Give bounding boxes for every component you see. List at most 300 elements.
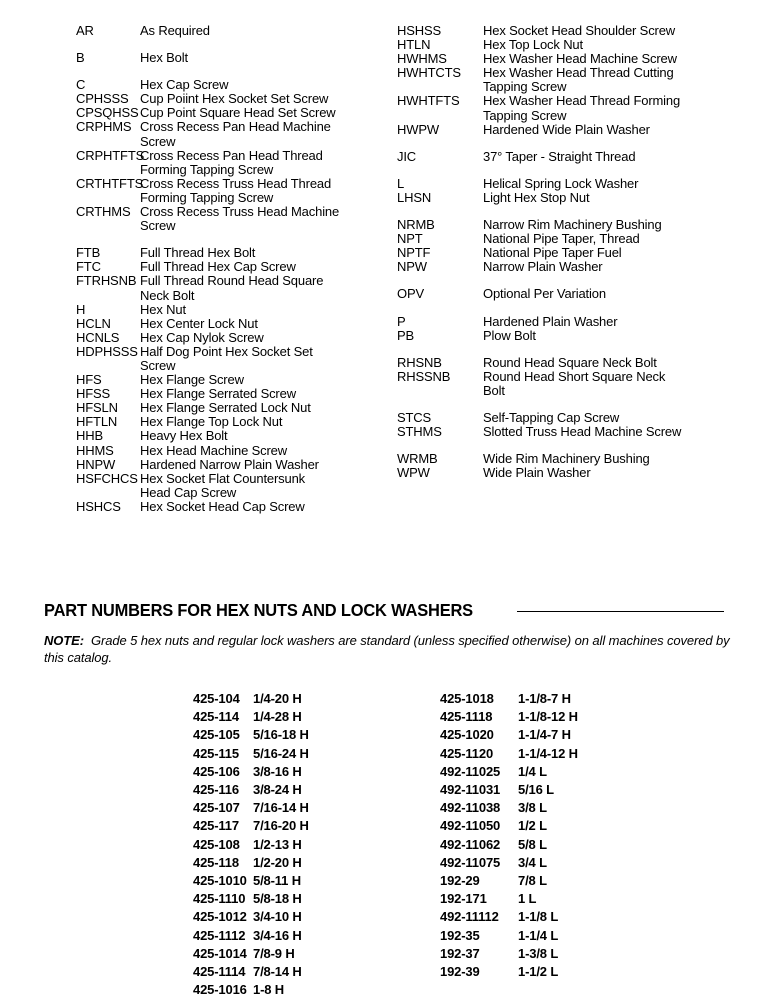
glossary-description: [140, 106, 386, 120]
glossary-description-line: Cup Point Square Head Set Screw: [140, 105, 336, 121]
glossary-description-line: Wide Plain Washer: [483, 465, 591, 481]
table-row: [193, 781, 309, 799]
glossary-abbreviation: STHMS: [397, 424, 442, 440]
glossary-description-line: Hex Top Lock Nut: [483, 37, 583, 53]
table-row: [193, 708, 309, 726]
glossary-description-line: Hex Center Lock Nut: [140, 315, 258, 331]
part-size-cell: 5/16-18 H: [253, 727, 309, 743]
glossary-abbreviation: CRTHMS: [76, 204, 131, 220]
part-number-cell: 425-116: [193, 782, 239, 798]
glossary-right-column: [397, 24, 752, 480]
glossary-description-line: Plow Bolt: [483, 327, 536, 343]
glossary-description-line: Half Dog Point Hex Socket Set: [140, 343, 313, 359]
glossary-description: [140, 331, 386, 345]
part-number-cell: 492-11050: [440, 818, 501, 834]
glossary-description: [140, 24, 386, 38]
glossary-description-line: Self-Tapping Cap Screw: [483, 409, 620, 425]
table-row: [193, 836, 309, 854]
section-heading-title: PART NUMBERS FOR HEX NUTS AND LOCK WASHERS: [44, 600, 473, 620]
glossary-abbreviation: CPHSSS: [76, 91, 129, 107]
table-row: [193, 817, 309, 835]
glossary-description: [483, 287, 752, 301]
glossary-description-line: Hardened Narrow Plain Washer: [140, 456, 319, 472]
glossary-description-line: Cross Recess Pan Head Thread: [140, 147, 323, 163]
glossary-entry: [76, 106, 386, 120]
table-row: [193, 945, 309, 963]
part-number-cell: 425-1114: [193, 964, 246, 980]
table-row: [440, 781, 578, 799]
glossary-abbreviation: HFTLN: [76, 414, 118, 430]
part-size-cell: 1-1/4-7 H: [518, 727, 571, 743]
glossary-entry: [76, 387, 386, 401]
part-size-cell: 3/4-10 H: [253, 909, 302, 925]
part-size-cell: 7/16-20 H: [253, 818, 309, 834]
part-size-cell: 7/16-14 H: [253, 800, 309, 816]
glossary-description: [140, 177, 386, 205]
part-number-cell: 492-11062: [440, 836, 501, 852]
glossary-description-line: Forming Tapping Screw: [140, 161, 274, 177]
glossary-description: [483, 315, 752, 329]
part-number-cell: 492-11031: [440, 782, 501, 798]
part-number-cell: 425-1016: [193, 982, 247, 998]
glossary-abbreviation: HDPHSSS: [76, 343, 138, 359]
glossary-description: [483, 246, 752, 260]
table-row: [193, 726, 309, 744]
glossary-entry: [397, 94, 752, 122]
glossary-abbreviation: LHSN: [397, 189, 432, 205]
glossary-description: [140, 205, 386, 233]
glossary-description-line: Tapping Screw: [483, 107, 567, 123]
glossary-entry: [397, 150, 752, 164]
glossary-abbreviation: P: [397, 313, 406, 329]
glossary-description-line: Cross Recess Truss Head Machine: [140, 204, 340, 220]
glossary-description-line: National Pipe Taper Fuel: [483, 245, 622, 261]
glossary-abbreviation: HWHTFTS: [397, 93, 460, 109]
part-size-cell: 1-3/8 L: [518, 945, 559, 961]
glossary-entry: [397, 315, 752, 329]
glossary-description-line: Screw: [140, 218, 176, 234]
part-size-cell: 7/8-14 H: [253, 964, 302, 980]
glossary-abbreviation: HTLN: [397, 37, 431, 53]
glossary-entry: [397, 466, 752, 480]
glossary-abbreviation: HHMS: [76, 442, 114, 458]
glossary-description-line: Hex Nut: [140, 301, 186, 317]
glossary-abbreviation: AR: [76, 23, 94, 38]
section-heading-rule: [517, 611, 724, 612]
part-number-cell: 192-37: [440, 945, 480, 961]
glossary-description-line: National Pipe Taper, Thread: [483, 231, 640, 247]
glossary-entry: [397, 370, 752, 398]
glossary-description-line: Neck Bolt: [140, 287, 195, 303]
glossary-description: [483, 425, 752, 439]
glossary-description: [483, 94, 752, 122]
glossary-description-line: Hex Head Machine Screw: [140, 442, 287, 458]
glossary-description-line: Slotted Truss Head Machine Screw: [483, 424, 682, 440]
glossary-abbreviation: PB: [397, 327, 415, 343]
part-number-cell: 425-1020: [440, 727, 494, 743]
glossary-description: [483, 218, 752, 232]
glossary-entry: [76, 458, 386, 472]
glossary-description: [140, 274, 386, 302]
glossary-description-line: Cup Poiint Hex Socket Set Screw: [140, 91, 329, 107]
note-block: [44, 633, 734, 666]
glossary-description-line: Hex Flange Serrated Lock Nut: [140, 400, 311, 416]
glossary-entry: [76, 415, 386, 429]
glossary-description: [140, 51, 386, 65]
glossary-entry: [397, 218, 752, 232]
table-row: [193, 890, 309, 908]
glossary-description-line: Screw: [140, 133, 176, 149]
glossary-description-line: Cross Recess Pan Head Machine: [140, 119, 331, 135]
part-size-cell: 7/8 L: [518, 873, 547, 889]
glossary-description-line: Narrow Rim Machinery Bushing: [483, 217, 662, 233]
part-number-cell: 492-11038: [440, 800, 501, 816]
table-row: [440, 817, 578, 835]
part-size-cell: 3/4 L: [518, 854, 547, 870]
part-size-cell: 7/8-9 H: [253, 945, 295, 961]
glossary-abbreviation: HFS: [76, 372, 102, 388]
glossary-abbreviation: HFSS: [76, 386, 111, 402]
glossary-entry: [76, 401, 386, 415]
glossary-description-line: Narrow Plain Washer: [483, 259, 603, 275]
part-number-cell: 425-1112: [193, 927, 246, 943]
glossary-entry: [76, 51, 386, 65]
table-row: [193, 854, 309, 872]
glossary-description: [140, 500, 386, 514]
glossary-description: [140, 472, 386, 500]
part-size-cell: 1-1/8-12 H: [518, 709, 578, 725]
glossary-abbreviation: FTC: [76, 259, 101, 275]
glossary-description-line: Tapping Screw: [483, 79, 567, 95]
glossary-abbreviation: CPSQHSS: [76, 105, 139, 121]
glossary-description: [140, 78, 386, 92]
part-size-cell: 5/16 L: [518, 782, 554, 798]
glossary-description-line: Round Head Short Square Neck: [483, 368, 666, 384]
glossary-entry: [397, 52, 752, 66]
glossary-entry: [397, 246, 752, 260]
glossary-description: [483, 191, 752, 205]
glossary-entry: [397, 287, 752, 301]
part-number-cell: 425-1110: [193, 891, 246, 907]
glossary-description-line: Heavy Hex Bolt: [140, 428, 228, 444]
glossary-abbreviation: HSFCHCS: [76, 470, 138, 486]
part-number-cell: 192-29: [440, 873, 480, 889]
part-size-cell: 5/16-24 H: [253, 745, 309, 761]
part-number-cell: 192-39: [440, 964, 480, 980]
glossary-description-line: Full Thread Hex Bolt: [140, 245, 256, 261]
glossary-description: [140, 415, 386, 429]
abbreviation-glossary: [0, 24, 772, 589]
table-row: [440, 872, 578, 890]
part-size-cell: 3/8-16 H: [253, 763, 302, 779]
table-row: [440, 854, 578, 872]
table-row: [440, 726, 578, 744]
table-row: [193, 927, 309, 945]
glossary-abbreviation: RHSNB: [397, 354, 442, 370]
glossary-description-line: Hex Cap Screw: [140, 77, 229, 93]
part-size-cell: 1-8 H: [253, 982, 285, 998]
part-size-cell: 1/2-13 H: [253, 836, 302, 852]
glossary-abbreviation: WPW: [397, 465, 430, 481]
part-number-cell: 425-1012: [193, 909, 247, 925]
parts-left-column: [193, 690, 309, 999]
table-row: [193, 763, 309, 781]
table-row: [193, 872, 309, 890]
part-size-cell: 1-1/8 L: [518, 909, 559, 925]
glossary-abbreviation: NPT: [397, 231, 423, 247]
glossary-description: [483, 177, 752, 191]
table-row: [440, 836, 578, 854]
glossary-entry: [397, 329, 752, 343]
glossary-abbreviation: HCLN: [76, 315, 111, 331]
glossary-description: [140, 373, 386, 387]
table-row: [440, 799, 578, 817]
table-row: [193, 963, 309, 981]
part-size-cell: 5/8-11 H: [253, 873, 301, 889]
glossary-abbreviation: HWHTCTS: [397, 65, 461, 81]
glossary-entry: [76, 444, 386, 458]
glossary-abbreviation: HWHMS: [397, 51, 447, 67]
glossary-description-line: Full Thread Hex Cap Screw: [140, 259, 296, 275]
glossary-description: [140, 444, 386, 458]
glossary-abbreviation: NPTF: [397, 245, 431, 261]
glossary-abbreviation: RHSSNB: [397, 368, 451, 384]
glossary-description-line: Hex Socket Head Cap Screw: [140, 498, 305, 514]
part-number-cell: 425-1014: [193, 945, 247, 961]
glossary-entry: [397, 123, 752, 137]
glossary-abbreviation: HCNLS: [76, 329, 120, 345]
part-size-cell: 3/4-16 H: [253, 927, 302, 943]
part-number-cell: 492-11075: [440, 854, 501, 870]
part-number-cell: 425-108: [193, 836, 240, 852]
part-number-cell: 425-105: [193, 727, 240, 743]
part-number-cell: 425-1010: [193, 873, 247, 889]
table-row: [440, 890, 578, 908]
glossary-description-line: Hardened Plain Washer: [483, 313, 618, 329]
glossary-abbreviation: CRPHMS: [76, 119, 132, 135]
glossary-entry: [397, 177, 752, 191]
glossary-abbreviation: H: [76, 301, 86, 317]
glossary-description-line: Wide Rim Machinery Bushing: [483, 451, 650, 467]
glossary-description: [483, 260, 752, 274]
glossary-description: [483, 411, 752, 425]
table-row: [193, 908, 309, 926]
glossary-description-line: 37° Taper - Straight Thread: [483, 148, 636, 164]
glossary-description-line: Hex Flange Top Lock Nut: [140, 414, 283, 430]
glossary-description-line: Head Cap Screw: [140, 484, 237, 500]
glossary-entry: [397, 425, 752, 439]
part-size-cell: 1-1/4-12 H: [518, 745, 578, 761]
part-number-cell: 425-107: [193, 800, 240, 816]
glossary-abbreviation: HSHCS: [76, 498, 121, 514]
part-number-cell: 425-118: [193, 854, 239, 870]
glossary-abbreviation: L: [397, 175, 405, 191]
glossary-abbreviation: CRPHTFTS: [76, 147, 145, 163]
glossary-entry: [76, 177, 386, 205]
glossary-abbreviation: HNPW: [76, 456, 116, 472]
part-size-cell: 5/8-18 H: [253, 891, 302, 907]
glossary-description: [140, 120, 386, 148]
section-heading: [44, 600, 744, 620]
glossary-description: [483, 52, 752, 66]
table-row: [193, 745, 309, 763]
glossary-description-line: Hex Flange Screw: [140, 372, 244, 388]
part-size-cell: 1-1/2 L: [518, 964, 559, 980]
glossary-description: [483, 329, 752, 343]
glossary-description: [140, 246, 386, 260]
glossary-entry: [76, 345, 386, 373]
glossary-description-line: Hex Washer Head Machine Screw: [483, 51, 677, 67]
glossary-abbreviation: FTB: [76, 245, 101, 261]
part-number-cell: 192-35: [440, 927, 480, 943]
glossary-description-line: Hardened Wide Plain Washer: [483, 121, 650, 137]
glossary-abbreviation: OPV: [397, 286, 425, 302]
glossary-entry: [76, 500, 386, 514]
glossary-entry: [397, 411, 752, 425]
glossary-description: [483, 356, 752, 370]
part-number-cell: 425-1018: [440, 691, 494, 706]
glossary-description: [140, 149, 386, 177]
glossary-description-line: Forming Tapping Screw: [140, 189, 274, 205]
part-number-cell: 425-114: [193, 709, 239, 725]
glossary-description-line: Bolt: [483, 382, 505, 398]
table-row: [193, 799, 309, 817]
glossary-description-line: Hex Bolt: [140, 50, 188, 66]
glossary-description: [140, 429, 386, 443]
glossary-left-column: [76, 24, 386, 514]
part-size-cell: 1/2 L: [518, 818, 547, 834]
table-row: [440, 690, 578, 708]
glossary-abbreviation: CRTHTFTS: [76, 175, 144, 191]
glossary-entry: [76, 149, 386, 177]
table-row: [440, 708, 578, 726]
glossary-entry: [397, 260, 752, 274]
glossary-description-line: Screw: [140, 357, 176, 373]
table-row: [440, 763, 578, 781]
glossary-description-line: Hex Flange Serrated Screw: [140, 386, 296, 402]
glossary-description-line: Light Hex Stop Nut: [483, 189, 590, 205]
glossary-description: [483, 466, 752, 480]
glossary-entry: [76, 246, 386, 260]
glossary-description: [483, 452, 752, 466]
glossary-entry: [397, 191, 752, 205]
glossary-description-line: Hex Washer Head Thread Forming: [483, 93, 681, 109]
part-number-cell: 192-171: [440, 891, 487, 907]
glossary-abbreviation: HSHSS: [397, 23, 442, 38]
glossary-entry: [397, 452, 752, 466]
glossary-description-line: Helical Spring Lock Washer: [483, 175, 639, 191]
glossary-description-line: Hex Socket Head Shoulder Screw: [483, 23, 676, 38]
glossary-entry: [397, 38, 752, 52]
part-number-cell: 425-106: [193, 763, 240, 779]
glossary-description: [483, 150, 752, 164]
glossary-description-line: Cross Recess Truss Head Thread: [140, 175, 332, 191]
note-text: Grade 5 hex nuts and regular lock washers are standard (unless specified otherwise) on all machines covered by this catalog.: [44, 633, 730, 665]
glossary-description: [140, 387, 386, 401]
table-row: [193, 981, 309, 999]
glossary-abbreviation: FTRHSNB: [76, 273, 137, 289]
glossary-description: [140, 303, 386, 317]
glossary-entry: [76, 303, 386, 317]
glossary-entry: [76, 274, 386, 302]
glossary-description-line: Hex Socket Flat Countersunk: [140, 470, 306, 486]
glossary-description: [140, 345, 386, 373]
part-size-cell: 1/4 L: [518, 763, 547, 779]
part-size-cell: 1 L: [518, 891, 537, 907]
glossary-description-line: As Required: [140, 23, 210, 38]
part-size-cell: 1/2-20 H: [253, 854, 302, 870]
glossary-entry: [397, 66, 752, 94]
glossary-description-line: Hex Cap Nylok Screw: [140, 329, 264, 345]
glossary-description: [140, 458, 386, 472]
glossary-description: [483, 370, 752, 398]
glossary-description: [483, 24, 752, 38]
glossary-description-line: Hex Washer Head Thread Cutting: [483, 65, 674, 81]
glossary-entry: [76, 78, 386, 92]
glossary-abbreviation: HFSLN: [76, 400, 118, 416]
glossary-description: [483, 232, 752, 246]
table-row: [440, 745, 578, 763]
glossary-entry: [397, 356, 752, 370]
part-size-cell: 1-1/8-7 H: [518, 691, 571, 706]
glossary-entry: [397, 232, 752, 246]
part-size-cell: 1-1/4 L: [518, 927, 559, 943]
glossary-description-line: Round Head Square Neck Bolt: [483, 354, 657, 370]
note-label: NOTE:: [44, 633, 84, 648]
glossary-entry: [76, 24, 386, 38]
table-row: [193, 690, 309, 708]
part-size-cell: 3/8 L: [518, 800, 547, 816]
part-number-cell: 425-117: [193, 818, 239, 834]
glossary-description: [483, 38, 752, 52]
glossary-entry: [76, 205, 386, 233]
glossary-description: [140, 92, 386, 106]
part-number-cell: 492-11112: [440, 909, 499, 925]
glossary-description: [483, 66, 752, 94]
part-size-cell: 5/8 L: [518, 836, 547, 852]
glossary-abbreviation: NRMB: [397, 217, 435, 233]
glossary-description-line: Full Thread Round Head Square: [140, 273, 324, 289]
parts-right-column: [440, 690, 578, 981]
glossary-description: [140, 260, 386, 274]
glossary-abbreviation: JIC: [397, 148, 417, 164]
glossary-entry: [76, 260, 386, 274]
table-row: [440, 945, 578, 963]
glossary-entry: [76, 472, 386, 500]
part-size-cell: 1/4-28 H: [253, 709, 302, 725]
table-row: [440, 927, 578, 945]
glossary-abbreviation: WRMB: [397, 451, 438, 467]
glossary-entry: [76, 317, 386, 331]
glossary-description-line: Optional Per Variation: [483, 286, 606, 302]
part-size-cell: 1/4-20 H: [253, 691, 302, 706]
glossary-entry: [76, 331, 386, 345]
glossary-abbreviation: C: [76, 77, 86, 93]
glossary-description: [140, 317, 386, 331]
glossary-abbreviation: B: [76, 50, 85, 66]
part-number-cell: 425-1120: [440, 745, 494, 761]
part-number-cell: 425-115: [193, 745, 239, 761]
glossary-abbreviation: HWPW: [397, 121, 439, 137]
glossary-description: [483, 123, 752, 137]
part-number-cell: 425-1118: [440, 709, 493, 725]
part-size-cell: 3/8-24 H: [253, 782, 302, 798]
glossary-abbreviation: NPW: [397, 259, 427, 275]
glossary-entry: [76, 429, 386, 443]
glossary-entry: [76, 120, 386, 148]
part-number-cell: 425-104: [193, 691, 240, 706]
glossary-entry: [76, 92, 386, 106]
